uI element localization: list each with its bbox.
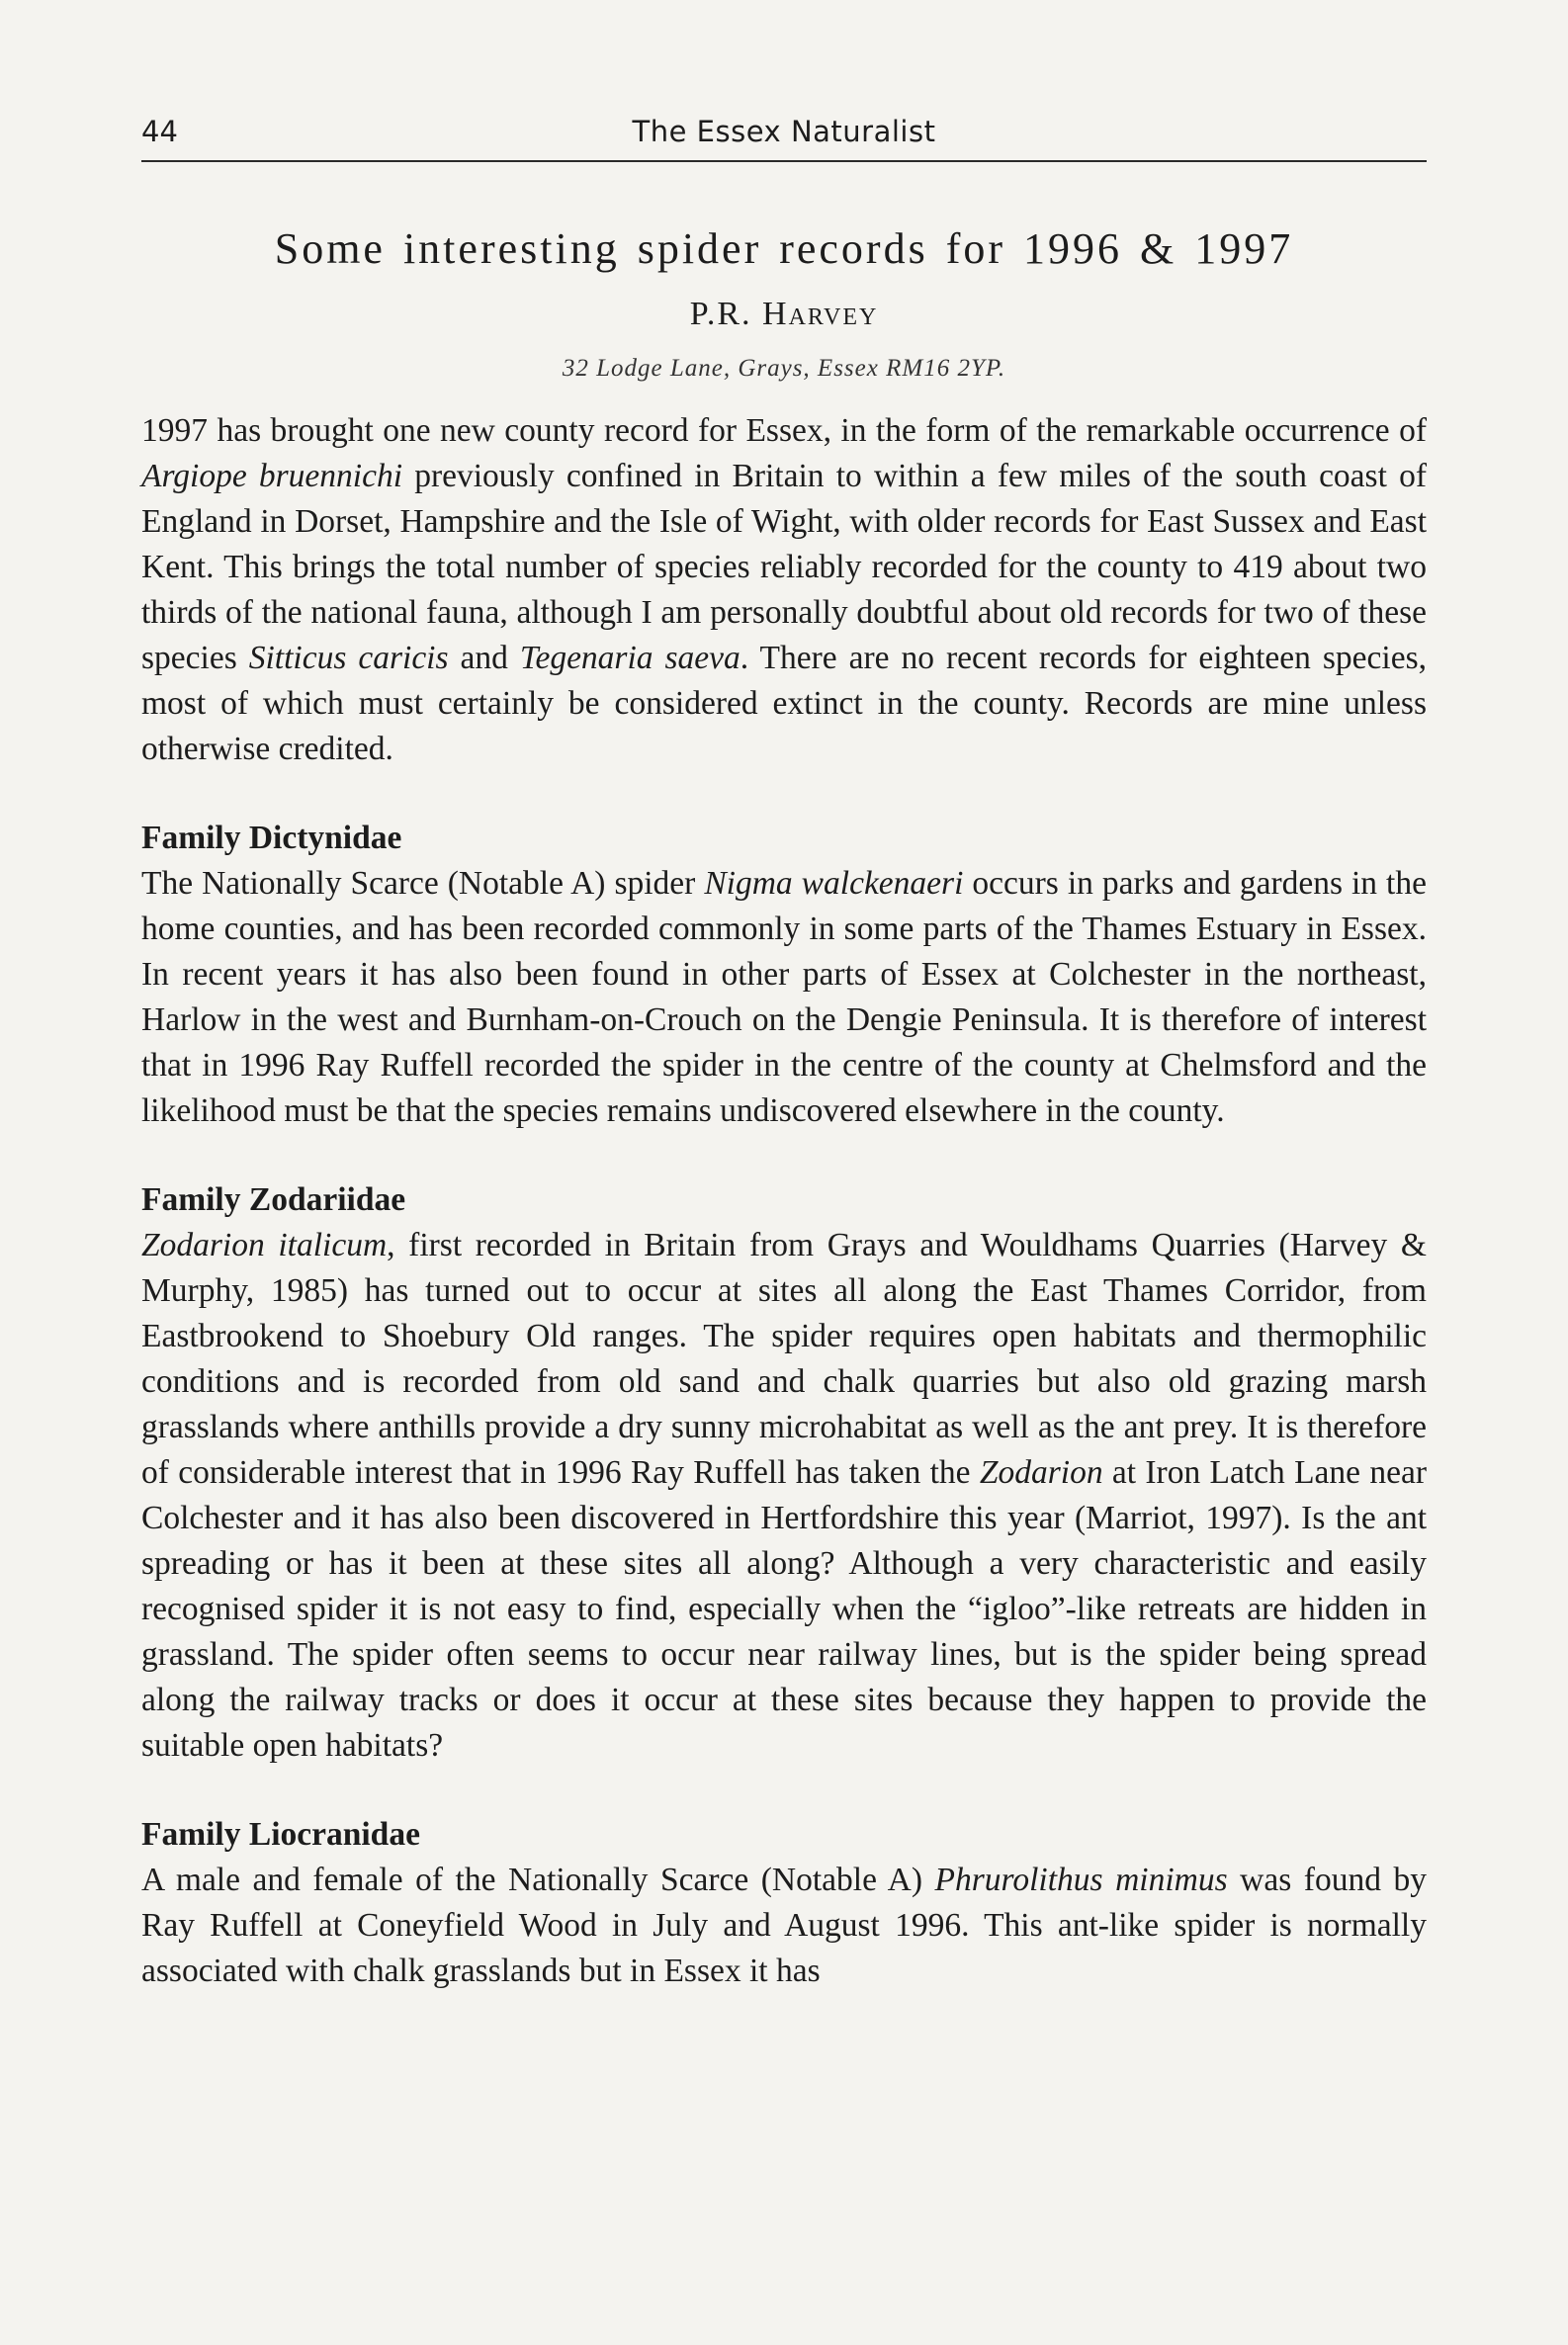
species-name: Phrurolithus minimus [934,1862,1228,1898]
intro-text-1: 1997 has brought one new county record for Essex, in the form of the remarkable occurrence of [141,412,1427,449]
page [141,109,1427,1994]
author [141,296,1427,333]
section-heading-liocranidae: Family Liocranidae [141,1816,420,1853]
zodariidae-text-1: , first recorded in Britain from Grays and Wouldhams Quarries (Harvey & Murphy, 1985) has turned out to occur at sites all along the East Thames Corridor, from Eastbrookend to Shoebury Old ranges. The spider requires open habitats and thermophilic conditions and is recorded from old sand and chalk quarries but also old grazing marsh grasslands where anthills provide a dry sunny microhabitat as well as the ant prey. It is therefore of considerable interest that in 1996 Ray Ruffell has taken the [141,1227,1427,1491]
dictynidae-text-1: The Nationally Scarce (Notable A) spider [141,865,705,902]
dictynidae-text-2: occurs in parks and gardens in the home counties, and has been recorded commonly in some parts of the Thames Estuary in Essex. In recent years it has also been found in other parts of Essex at Colchester in the northeast, Harlow in the west and Burnham-on-Crouch on the Dengie Peninsula. It is therefore of interest that in 1996 Ray Ruffell recorded the spider in the centre of the county at Chelmsford and the likelihood must be that the species remains undiscovered elsewhere in the county. [141,865,1427,1129]
section-heading-zodariidae: Family Zodariidae [141,1181,406,1218]
liocranidae-paragraph [141,1858,1427,1994]
intro-text-4: . There are no recent records for eighteen species, most of which must certainly be considered extinct in the county. Records are mine unless otherwise credited. [141,640,1428,767]
intro-text-3: and [448,640,520,676]
author-surname: Harvey [762,296,879,332]
zodariidae-text-2: at Iron Latch Lane near Colchester and it has also been discovered in Hertfordshire this year (Marriot, 1997). Is the ant spreading or has it been at these sites all along? Although a very characteristic and easily recognised spider it is not easy to find, especially when the “igloo”-like retreats are hidden in grassland. The spider often seems to occur near railway lines, but is the spider being spread along the railway tracks or does it occur at these sites because they happen to provide the suitable open habitats? [141,1454,1427,1764]
journal-title: The Essex Naturalist [632,115,936,148]
species-name: Nigma walckenaeri [704,865,964,902]
intro-text-2: previously confined in Britain to within a few miles of the south coast of England in Dorset, Hampshire and the Isle of Wight, with older records for East Sussex and East Kent. This brings the total number of species reliably recorded for the county to 419 about two thirds of the national fauna, although I am personally doubtful about old records for two of these species [141,458,1427,676]
species-name: Argiope bruennichi [141,458,403,494]
running-head [141,109,1427,162]
page-number: 44 [141,115,178,148]
liocranidae-text-1: A male and female of the Nationally Scarce (Notable A) [141,1862,935,1898]
species-name: Zodarion [979,1454,1103,1491]
zodariidae-paragraph [141,1223,1427,1769]
intro-paragraph [141,408,1427,772]
article-title: Some interesting spider records for 1996 & 1997 [274,224,1294,273]
species-name: Sitticus caricis [248,640,449,676]
liocranidae-text-2: was found by Ray Ruffell at Coneyfield Wood in July and August 1996. This ant-like spider is normally associated with chalk grasslands but in Essex it has [141,1862,1427,1989]
species-name: Tegenaria saeva [519,640,740,676]
dictynidae-paragraph [141,861,1427,1134]
species-name: Zodarion italicum [141,1227,388,1263]
author-initials: P.R. [689,296,752,332]
author-address: 32 Lodge Lane, Grays, Essex RM16 2YP. [562,355,1006,382]
section-heading-dictynidae: Family Dictynidae [141,820,402,856]
